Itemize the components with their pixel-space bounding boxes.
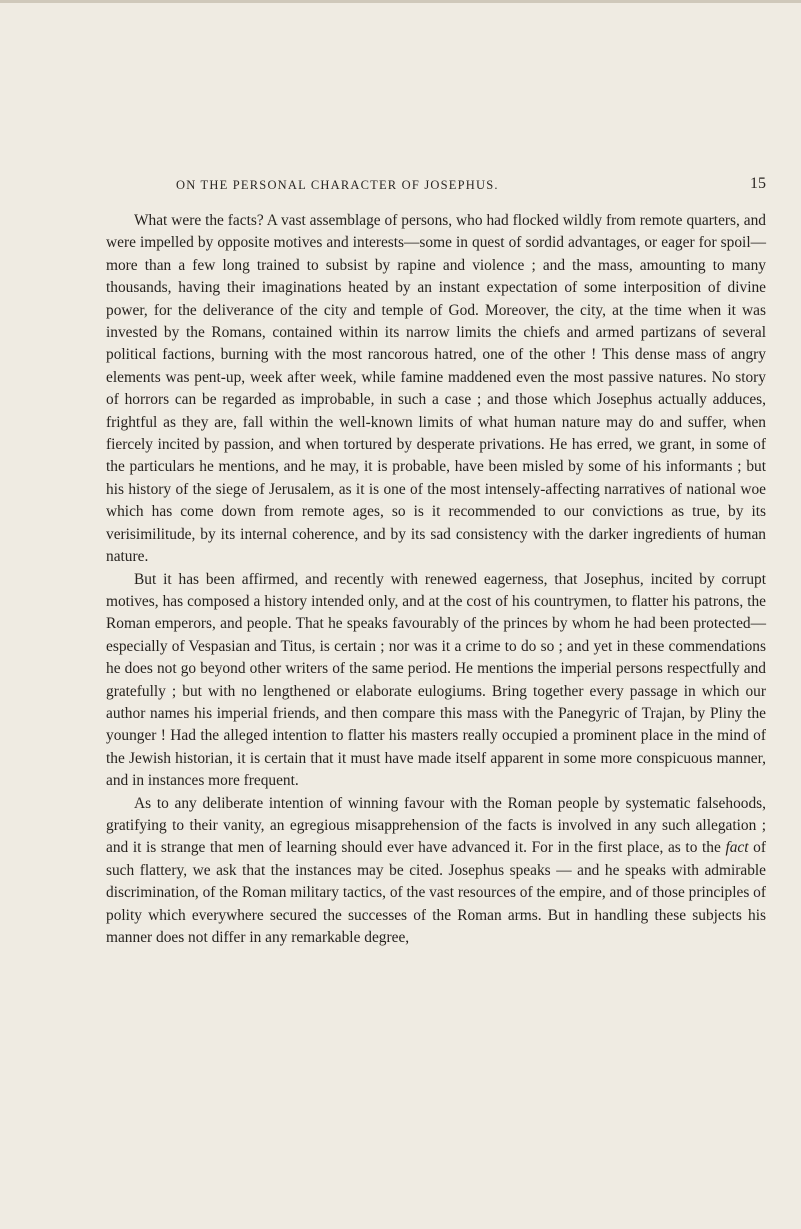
paragraph-3-part-2: of such flattery, we ask that the instances may be cited. Josephus speaks — and he speaks with admirable discrimination, of the Roman military tactics, of the vast resources of the empire, and of those principles of polity which everywhere secured the successes of the Roman arms. But in handling these subjects his manner does not differ in any remarkable degree,	[106, 839, 766, 946]
paragraph-3-part-1: As to any deliberate intention of winning favour with the Roman people by systematic falsehoods, gratifying to their vanity, an egregious misapprehension of the facts is involved in any such allegation ; and it is strange that men of learning should ever have advanced it. For in the first place, as to the	[106, 794, 766, 857]
body-text	[106, 210, 766, 949]
emphasized-word: fact	[725, 839, 749, 857]
page-number: 15	[750, 175, 766, 192]
paragraph-1: What were the facts? A vast assemblage of persons, who had flocked wildly from remote quarters, and were impelled by opposite motives and interests—some in quest of sordid advantages, or eager for spoil—more than a few long trained to subsist by rapine and violence ; and the mass, amounting to many thousands, having their imaginations heated by an instant expectation of some interposition of divine power, for the deliverance of the city and temple of God. Moreover, the city, at the time when it was invested by the Romans, contained within its narrow limits the chiefs and armed partizans of several political factions, burning with the most rancorous hatred, one of the other ! This dense mass of angry elements was pent-up, week after week, while famine maddened even the most passive natures. No story of horrors can be regarded as improbable, in such a case ; and those which Josephus actually adduces, frightful as they are, fall within the well-known limits of what human nature may do and suffer, when fiercely incited by passion, and when tortured by desperate privations. He has erred, we grant, in some of the particulars he mentions, and he may, it is probable, have been misled by some of his informants ; but his history of the siege of Jerusalem, as it is one of the most intensely-affecting narratives of national woe which has come down from remote ages, so is it recommended to our convictions as true, by its verisimilitude, by its internal coherence, and by its sad consistency with the darker ingredients of human nature.	[106, 212, 766, 566]
running-title: ON THE PERSONAL CHARACTER OF JOSEPHUS.	[176, 178, 499, 192]
top-edge-rule	[0, 0, 801, 3]
paragraph-3	[106, 793, 766, 950]
paragraph-2: But it has been affirmed, and recently with renewed eagerness, that Josephus, incited by corrupt motives, has composed a history intended only, and at the cost of his countrymen, to flatter his patrons, the Roman emperors, and people. That he speaks favourably of the princes by whom he had been protected—especially of Vespasian and Titus, is certain ; nor was it a crime to do so ; and yet in these commendations he does not go beyond other writers of the same period. He mentions the imperial persons respectfully and gratefully ; but with no lengthened or elaborate eulogiums. Bring together every passage in which our author names his imperial friends, and then compare this mass with the Panegyric of Trajan, by Pliny the younger ! Had the alleged intention to flatter his masters really occupied a prominent place in the mind of the Jewish historian, it is certain that it must have made itself apparent in some more conspicuous manner, and in instances more frequent.	[106, 570, 766, 790]
